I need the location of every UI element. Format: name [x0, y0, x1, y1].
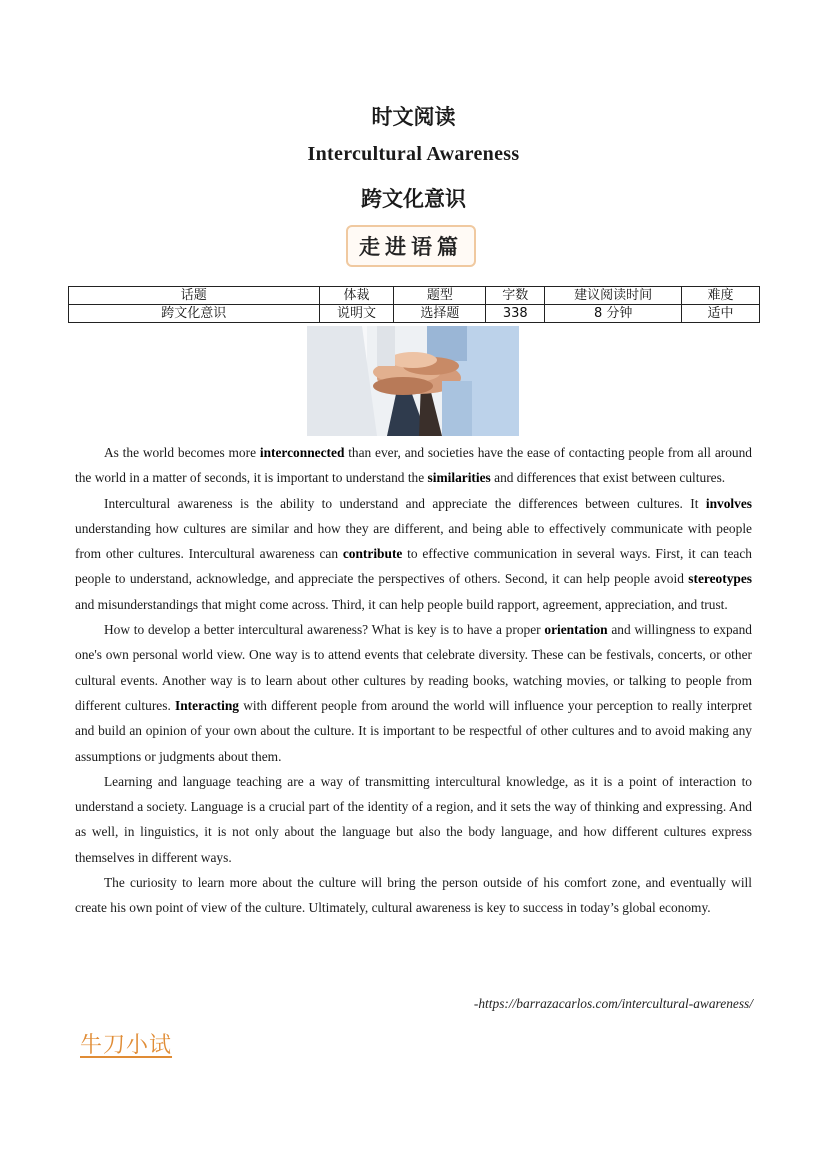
hands-stacked-photo — [307, 326, 519, 436]
header-difficulty: 难度 — [682, 287, 760, 305]
header-topic: 话题 — [69, 287, 320, 305]
keyword-involves: involves — [705, 495, 752, 511]
table-row — [69, 305, 760, 323]
value-word-count: 338 — [486, 305, 545, 323]
chinese-title: 跨文化意识 — [361, 186, 466, 211]
value-topic: 跨文化意识 — [69, 305, 320, 323]
section-badge: 走进语篇 — [346, 225, 476, 267]
article-paragraph-4: Learning and language teaching are a way of transmitting intercultural knowledge, as it is a point of interaction to understand a society. Language is a crucial part of the identity of a region, and it sets the way of thinking and expressing. And as well, in linguistics, it is not only about the language but also the body language, and how different cultures express themselves in different ways. — [75, 773, 752, 865]
value-difficulty: 适中 — [682, 305, 760, 323]
article-paragraph-2: Intercultural awareness is the ability to understand and appreciate the differences between cultures. It involves understanding how cultures are similar and how they are different, and being able to effectively communicate with people from other cultures. Intercultural awareness can contribute to effective communication in several ways. First, it can teach people to understand, acknowledge, and appreciate the perspectives of others. Second, it can help people avoid stereotypes and misunderstandings that might come across. Third, it can help people build rapport, agreement, appreciation, and trust. — [75, 495, 752, 612]
practice-section-heading: 牛刀小试 — [80, 1033, 173, 1058]
keyword-interconnected: interconnected — [259, 445, 345, 460]
article-body — [75, 440, 752, 921]
keyword-stereotypes: stereotypes — [688, 571, 752, 587]
article-paragraph-3: How to develop a better intercultural awareness? What is key is to have a proper orientation and willingness to expand one's own personal world view. One way is to attend events that celebrate diversity. These can be festivals, concerts, or other cultural events. Another way is to learn about other cultures by reading books, watching movies, or talking to people from different cultures. Interacting with different people from around the world will influence your perception to really interpret and build an opinion of your own about the culture. It is important to be respectful of other cultures and to avoid making any assumptions or judgments about them. — [75, 622, 753, 764]
keyword-interacting: Interacting — [175, 697, 239, 713]
article-paragraph-1: As the world becomes more interconnected than ever, and societies have the ease of contacting people from all around the world in a matter of seconds, it is important to understand the similarities and differences that exist between cultures. — [75, 445, 753, 486]
table-header-row — [69, 287, 760, 305]
source-link[interactable]: -https://barrazacarlos.com/intercultural-awareness/ — [473, 996, 753, 1011]
header-word-count: 字数 — [486, 287, 545, 305]
value-reading-time: 8 分钟 — [545, 305, 682, 323]
category-heading: 时文阅读 — [371, 104, 456, 129]
value-question-type: 选择题 — [394, 305, 486, 323]
reading-info-table — [68, 286, 760, 323]
header-genre: 体裁 — [319, 287, 394, 305]
header-reading-time: 建议阅读时间 — [545, 287, 682, 305]
keyword-contribute: contribute — [342, 546, 403, 562]
english-title: Intercultural Awareness — [307, 143, 520, 165]
keyword-orientation: orientation — [544, 622, 608, 638]
value-genre: 说明文 — [319, 305, 394, 323]
header-question-type: 题型 — [394, 287, 486, 305]
keyword-similarities: similarities — [427, 470, 491, 486]
article-paragraph-5: The curiosity to learn more about the culture will bring the person outside of his comfort zone, and eventually will create his own point of view of the culture. Ultimately, cultural awareness is key to success in today’s global economy. — [75, 875, 752, 916]
